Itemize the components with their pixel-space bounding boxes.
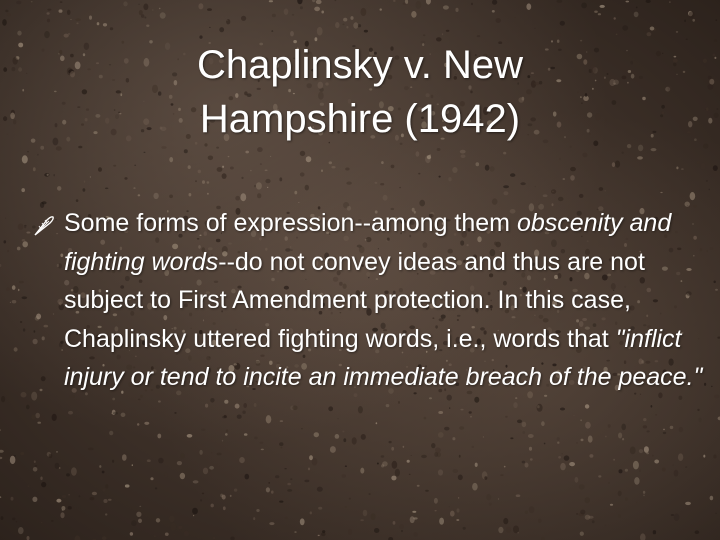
body-text-quote: "inflict injury or tend to incite an immediate breach of the peace." bbox=[64, 324, 703, 391]
slide-title bbox=[90, 38, 630, 146]
title-line-1: Chaplinsky v. New bbox=[196, 43, 524, 87]
body-text-2: --do not convey ideas and thus are not subject to First Amendment protection. In this case, Chaplinsky uttered fighting words, i.e., words that bbox=[64, 247, 645, 353]
title-line-2: Hampshire (1942) bbox=[199, 97, 521, 141]
body-text-emphasis-1: obscenity and fighting words bbox=[64, 209, 672, 276]
bullet-text bbox=[64, 204, 704, 397]
body-text-1: Some forms of expression--among them bbox=[64, 209, 517, 237]
quill-pen-icon bbox=[32, 214, 56, 238]
